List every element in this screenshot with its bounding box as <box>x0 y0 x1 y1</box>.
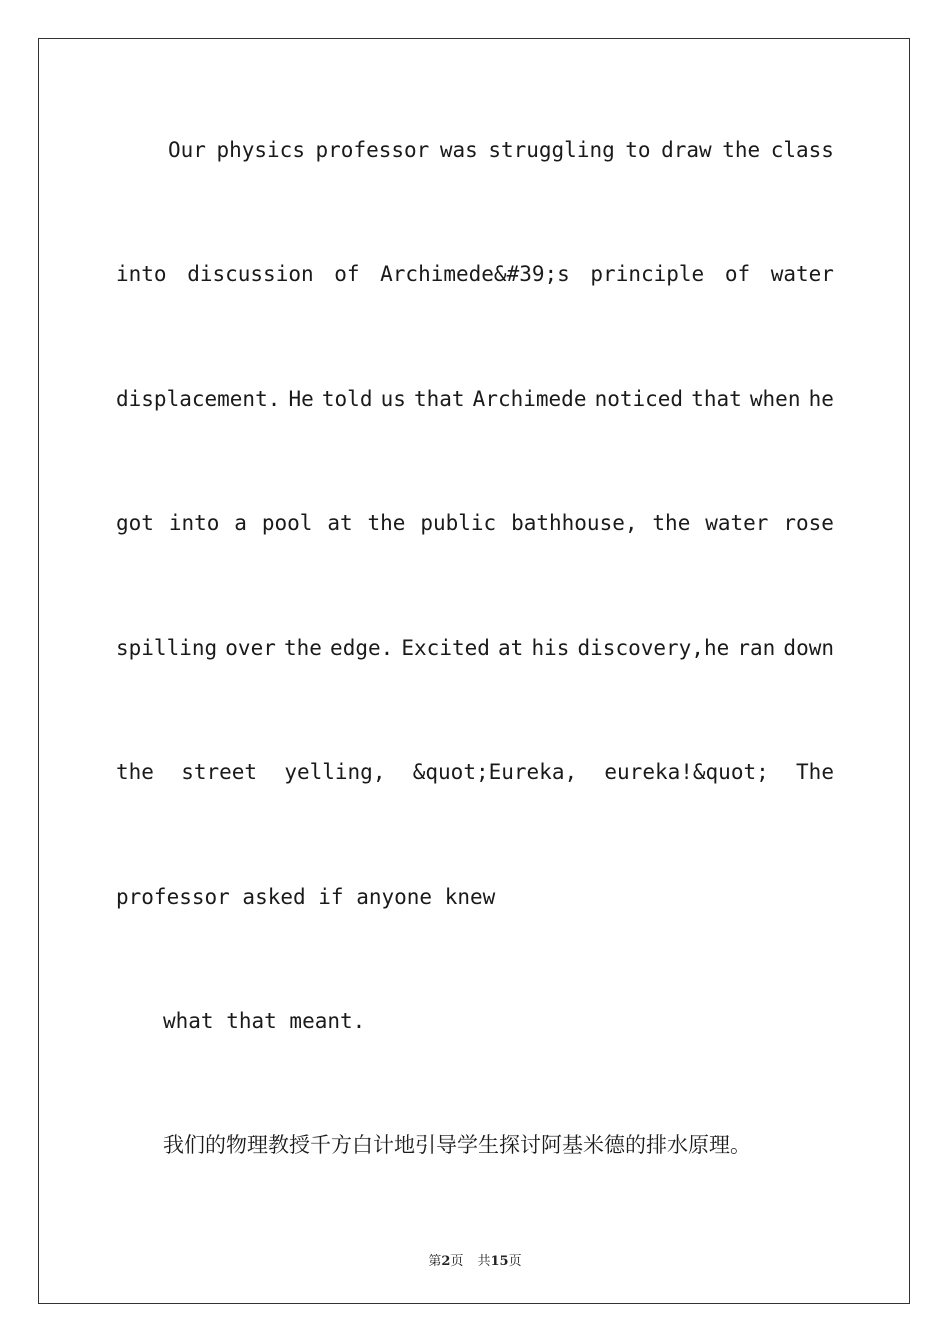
text-word: of <box>334 262 360 286</box>
text-word: bathhouse, <box>511 511 638 535</box>
text-word: into <box>116 262 167 286</box>
footer-prefix: 第 <box>428 1254 442 1269</box>
chinese-paragraph: 我们的物理教授千方白计地引导学生探讨阿基米德的排水原理。 <box>163 1133 751 1157</box>
text-word: got <box>116 511 154 535</box>
text-word: He <box>288 387 314 411</box>
footer-page-suffix: 页 <box>450 1254 464 1269</box>
text-word: draw <box>661 138 712 162</box>
text-line <box>116 389 834 410</box>
text-word: street <box>181 760 258 784</box>
text-word: the <box>116 760 154 784</box>
text-word: &quot;Eureka, <box>412 760 578 784</box>
text-word: eureka!&quot; <box>604 760 769 784</box>
text-line: professor asked if anyone knew <box>116 885 496 909</box>
text-word: pool <box>261 511 313 535</box>
text-word: displacement. <box>116 387 281 411</box>
text-word: Our <box>168 138 206 162</box>
text-line: what that meant. <box>163 1009 366 1033</box>
text-word: was <box>439 138 478 162</box>
text-word: the <box>652 511 691 535</box>
text-word: physics <box>216 138 305 162</box>
text-word: water <box>770 262 834 286</box>
page-footer <box>0 1250 950 1269</box>
text-word: spilling <box>116 636 218 660</box>
text-word: his <box>531 636 570 660</box>
text-word: rose <box>783 511 834 535</box>
current-page-number: 2 <box>441 1254 451 1269</box>
text-word: struggling <box>488 138 615 162</box>
text-word: water <box>705 511 769 535</box>
text-word: us <box>380 387 406 411</box>
footer-total-suffix: 页 <box>508 1254 522 1269</box>
text-word: noticed <box>594 387 684 411</box>
text-word: of <box>724 262 751 286</box>
page-frame <box>38 38 910 1304</box>
text-word: Archimede&#39;s <box>380 262 570 286</box>
text-word: when <box>749 387 801 411</box>
text-word: ran <box>737 636 776 660</box>
text-word: into <box>168 511 220 535</box>
text-word: to <box>625 138 651 162</box>
text-word: the <box>367 511 406 535</box>
text-word: the <box>722 138 761 162</box>
total-page-count: 15 <box>490 1254 509 1269</box>
text-word: he <box>808 387 834 411</box>
text-word: down <box>783 636 834 660</box>
text-word: Archimede <box>472 387 587 411</box>
text-word: discovery,he <box>577 636 730 660</box>
text-word: a <box>234 511 247 535</box>
text-word: discussion <box>187 262 314 286</box>
text-word: at <box>498 636 524 660</box>
text-word: that <box>691 387 742 411</box>
text-word: class <box>770 138 834 162</box>
text-word: at <box>327 511 353 535</box>
text-word: told <box>321 387 373 411</box>
text-line <box>116 638 834 659</box>
text-word: The <box>796 760 834 784</box>
text-line <box>116 762 834 783</box>
text-word: that <box>413 387 465 411</box>
text-word: the <box>283 636 322 660</box>
text-word: principle <box>590 262 705 286</box>
text-word: yelling, <box>284 760 386 784</box>
text-word: professor <box>315 138 430 162</box>
text-line <box>116 513 834 534</box>
footer-total-prefix: 共 <box>477 1254 491 1269</box>
text-line <box>168 140 834 161</box>
text-word: over <box>225 636 276 660</box>
text-word: edge. <box>330 636 394 660</box>
text-line <box>116 264 834 285</box>
text-word: Excited <box>401 636 490 660</box>
text-word: public <box>420 511 497 535</box>
